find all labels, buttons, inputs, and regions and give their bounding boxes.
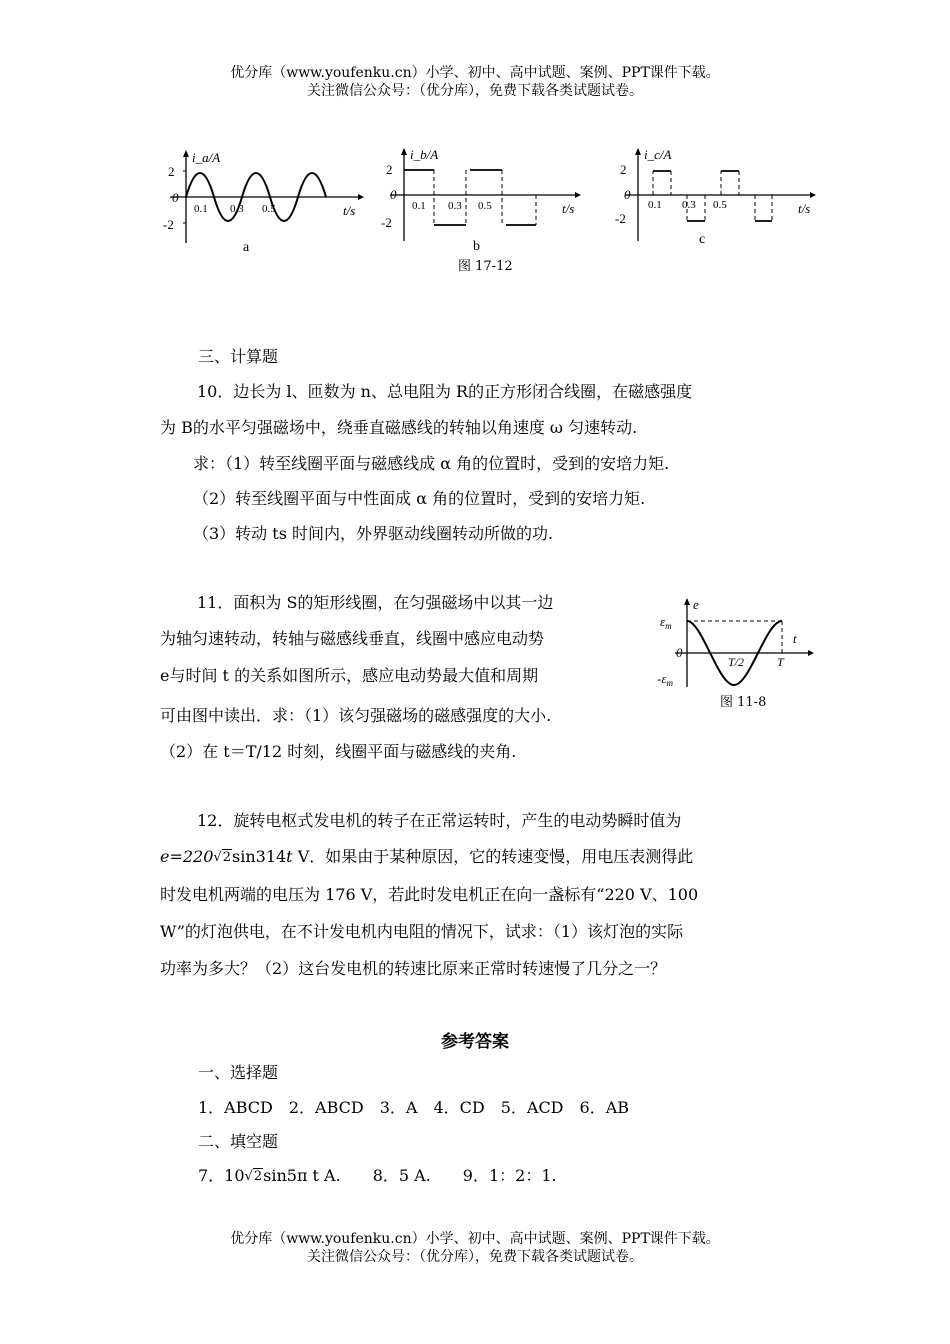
q12-line-2: e=220√2sin314t V．如果由于某种原因，它的转速变慢，用电压表测得此	[160, 846, 693, 869]
q10-line-5: （3）转动 ts 时间内，外界驱动线圈转动所做的功.	[193, 524, 554, 543]
q12-line-3: 时发电机两端的电压为 176 V，若此时发电机正在向一盏标有“220 V、100	[160, 885, 699, 904]
panel-c-tick-y-neg2: -2	[615, 211, 626, 226]
panel-c-tick-x-0.5: 0.5	[713, 199, 727, 211]
q11-line-3: e与时间 t 的关系如图所示，感应电动势最大值和周期	[160, 666, 539, 685]
fig11-half-period-label: T/2	[728, 655, 745, 669]
q12-e-var: e=220	[160, 847, 214, 866]
figure-17-12-caption: 图 17-12	[458, 259, 513, 274]
q12-line-4: W”的灯泡供电，在不计发电机内电阻的情况下，试求：（1）该灯泡的实际	[160, 922, 684, 941]
q11-line-4: 可由图中读出．求：（1）该匀强磁场的磁感强度的大小.	[160, 706, 552, 725]
footer-line-2: 关注微信公众号：（优分库），免费下载各类试题试卷。	[307, 1249, 643, 1265]
panel-a-tick-y-2: 2	[168, 164, 175, 179]
figure-11-8-caption: 图 11-8	[720, 695, 767, 710]
section-3-heading: 三、计算题	[198, 347, 279, 366]
panel-a-label: a	[243, 240, 250, 255]
q11-line-5: （2）在 t＝T/12 时刻，线圈平面与磁感线的夹角.	[160, 742, 517, 761]
answers-sec1-heading: 一、选择题	[198, 1063, 279, 1082]
panel-a-y-axis-label: i_a/A	[192, 150, 221, 165]
figure-17-12-panel-a	[150, 145, 365, 260]
panel-b-tick-x-0.5: 0.5	[478, 200, 492, 212]
q10-line-2: 为 B的水平匀强磁场中，绕垂直磁感线的转轴以角速度 ω 匀速转动.	[160, 418, 638, 437]
panel-b-label: b	[473, 239, 480, 254]
answers-sec2-line: 7．10√2sin5π t A. 8．5 A. 9．1：2：1.	[198, 1165, 557, 1188]
panel-b-tick-y-0: 0	[390, 187, 397, 202]
q10-line-3: 求：（1）转至线圈平面与磁感线成 α 角的位置时，受到的安培力矩.	[193, 454, 670, 473]
q10-line-1: 10．边长为 l、匝数为 n、总电阻为 R的正方形闭合线圈，在磁感强度	[197, 382, 693, 401]
panel-a-tick-x-0.5: 0.5	[262, 203, 276, 215]
panel-a-tick-y-neg2: -2	[163, 217, 174, 232]
sqrt-symbol: √2	[213, 850, 231, 865]
panel-c-tick-x-0.3: 0.3	[682, 199, 696, 211]
panel-c-x-axis-label: t/s	[798, 201, 811, 216]
panel-b-y-axis-label: i_b/A	[410, 147, 439, 162]
panel-c-tick-x-0.1: 0.1	[648, 199, 662, 211]
q11-line-1: 11．面积为 S的矩形线圈，在匀强磁场中以其一边	[197, 593, 554, 612]
panel-a-tick-x-0.1: 0.1	[194, 203, 208, 215]
fig11-x-axis-label: t	[793, 631, 797, 646]
fig11-zero-label: 0	[676, 645, 683, 660]
panel-c-y-axis-label: i_c/A	[644, 147, 672, 162]
panel-b-x-axis-label: t/s	[562, 201, 575, 216]
answers-sec2-heading: 二、填空题	[198, 1132, 279, 1151]
q10-line-4: （2）转至线圈平面与中性面成 α 角的位置时，受到的安培力矩.	[193, 489, 646, 508]
panel-b-tick-y-neg2: -2	[381, 215, 392, 230]
figure-17-12-panel-b	[370, 143, 585, 258]
fig11-neg-em-label: $-\varepsilon_m$	[657, 671, 673, 688]
footer-line-1: 优分库（www.youfenku.cn）小学、初中、高中试题、案例、PPT课件下载。	[230, 1231, 720, 1247]
answers-title: 参考答案	[441, 1032, 509, 1052]
panel-c-tick-y-2: 2	[620, 162, 627, 177]
header-line-2: 关注微信公众号：（优分库），免费下载各类试题试卷。	[307, 83, 643, 99]
fig11-period-label: T	[777, 655, 784, 669]
panel-c-label: c	[699, 232, 706, 247]
panel-a-x-axis-label: t/s	[343, 203, 356, 218]
q12-line-5: 功率为多大？（2）这台发电机的转速比原来正常时转速慢了几分之一？	[160, 959, 667, 978]
answers-sec1-line: 1．ABCD 2．ABCD 3．A 4．CD 5．ACD 6．AB	[198, 1098, 630, 1117]
q11-line-2: 为轴匀速转动，转轴与磁感线垂直，线圈中感应电动势	[160, 629, 545, 648]
fig11-y-axis-label: e	[693, 597, 699, 612]
figure-17-12-panel-c	[605, 143, 820, 258]
fig11-em-label: $\varepsilon_m$	[660, 614, 672, 631]
panel-b-tick-x-0.1: 0.1	[412, 200, 426, 212]
panel-a-tick-x-0.3: 0.3	[230, 203, 244, 215]
panel-b-tick-y-2: 2	[386, 162, 393, 177]
panel-c-tick-y-0: 0	[624, 187, 631, 202]
header-line-1: 优分库（www.youfenku.cn）小学、初中、高中试题、案例、PPT课件下载。	[230, 65, 720, 81]
panel-a-tick-y-0: 0	[172, 190, 179, 205]
q12-line-1: 12．旋转电枢式发电机的转子在正常运转时，产生的电动势瞬时值为	[197, 811, 682, 830]
panel-b-tick-x-0.3: 0.3	[448, 200, 462, 212]
sqrt-symbol: √2	[244, 1169, 263, 1184]
figure-11-8	[650, 595, 820, 690]
